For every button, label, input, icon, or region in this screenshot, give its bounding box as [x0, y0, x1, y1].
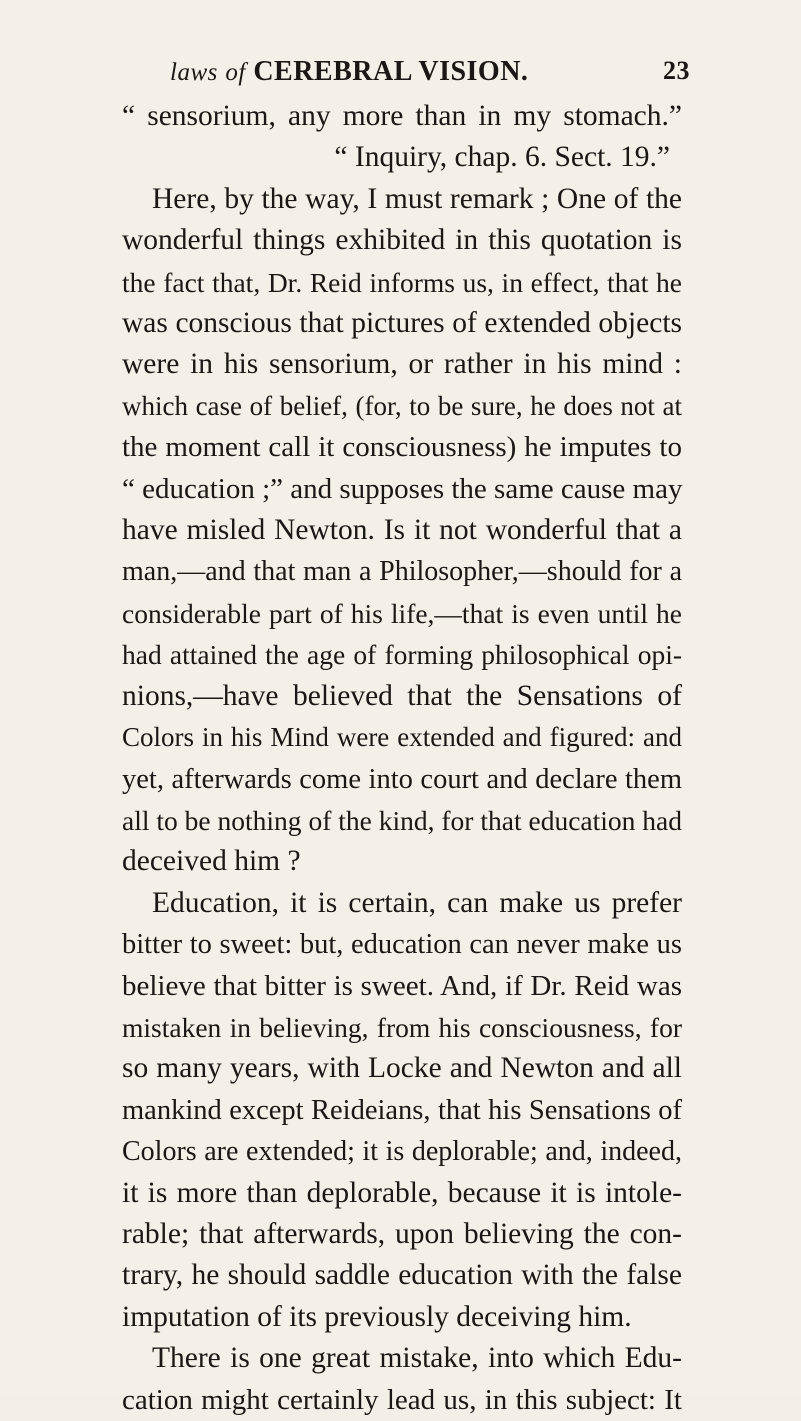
- text-line: trary, he should saddle education with the false: [122, 1259, 682, 1292]
- text-line: There is one great mistake, into which Edu-: [152, 1342, 682, 1375]
- text-line: which case of belief, (for, to be sure, he does not at: [122, 390, 682, 421]
- text-line: nions,—have believed that the Sensations of: [122, 679, 682, 712]
- text-line: the moment call it consciousness) he imputes to: [122, 431, 682, 464]
- text-line: cation might certainly lead us, in this subject: It: [122, 1383, 682, 1416]
- text-line: it is more than deplorable, because it is intole-: [122, 1176, 682, 1209]
- text-line: Education, it is certain, can make us prefer: [152, 886, 682, 919]
- running-head: [170, 56, 690, 96]
- text-line: mistaken in believing, from his consciousness, for: [122, 1011, 682, 1043]
- page-number: 23: [663, 56, 690, 85]
- body-text: [122, 96, 682, 1421]
- text-line: “ sensorium, any more than in my stomach.”: [122, 100, 682, 132]
- running-head-title: [170, 56, 528, 88]
- text-line: yet, afterwards come into court and declare them: [122, 763, 682, 795]
- text-line: rable; that afterwards, upon believing the con-: [122, 1217, 682, 1250]
- text-line: wonderful things exhibited in this quotation is: [122, 224, 682, 257]
- text-line: all to be nothing of the kind, for that education had: [122, 804, 682, 836]
- running-head-main: CEREBRAL VISION.: [253, 56, 529, 87]
- text-line: so many years, with Locke and Newton and all: [122, 1052, 682, 1085]
- text-line: imputation of its previously deceiving him.: [122, 1300, 632, 1333]
- text-line: Colors in his Mind were extended and figured: and: [122, 722, 682, 753]
- text-line: “ education ;” and supposes the same cause may: [122, 472, 683, 505]
- text-line: considerable part of his life,—that is even until he: [122, 597, 682, 629]
- text-line: deceived him ?: [122, 845, 301, 878]
- citation-line: “ Inquiry, chap. 6. Sect. 19.”: [334, 141, 670, 174]
- text-line: were in his sensorium, or rather in his mind :: [122, 348, 682, 381]
- text-line: the fact that, Dr. Reid informs us, in effect, that he: [122, 266, 682, 298]
- running-head-of: of: [225, 59, 246, 86]
- text-line: was conscious that pictures of extended objects: [122, 307, 682, 340]
- text-line: believe that bitter is sweet. And, if Dr. Reid was: [122, 969, 682, 1002]
- text-line: bitter to sweet: but, education can never make us: [122, 929, 682, 961]
- running-head-prefix: laws: [170, 59, 218, 86]
- text-line: Here, by the way, I must remark ; One of the: [152, 182, 682, 215]
- text-line: man,—and that man a Philosopher,—should for a: [122, 556, 682, 588]
- text-line: mankind except Reideians, that his Sensations of: [122, 1094, 682, 1126]
- text-line: had attained the age of forming philosophical opi-: [122, 639, 682, 671]
- text-line: have misled Newton. Is it not wonderful that a: [122, 514, 682, 547]
- text-line: Colors are extended; it is deplorable; and, indeed,: [122, 1136, 682, 1168]
